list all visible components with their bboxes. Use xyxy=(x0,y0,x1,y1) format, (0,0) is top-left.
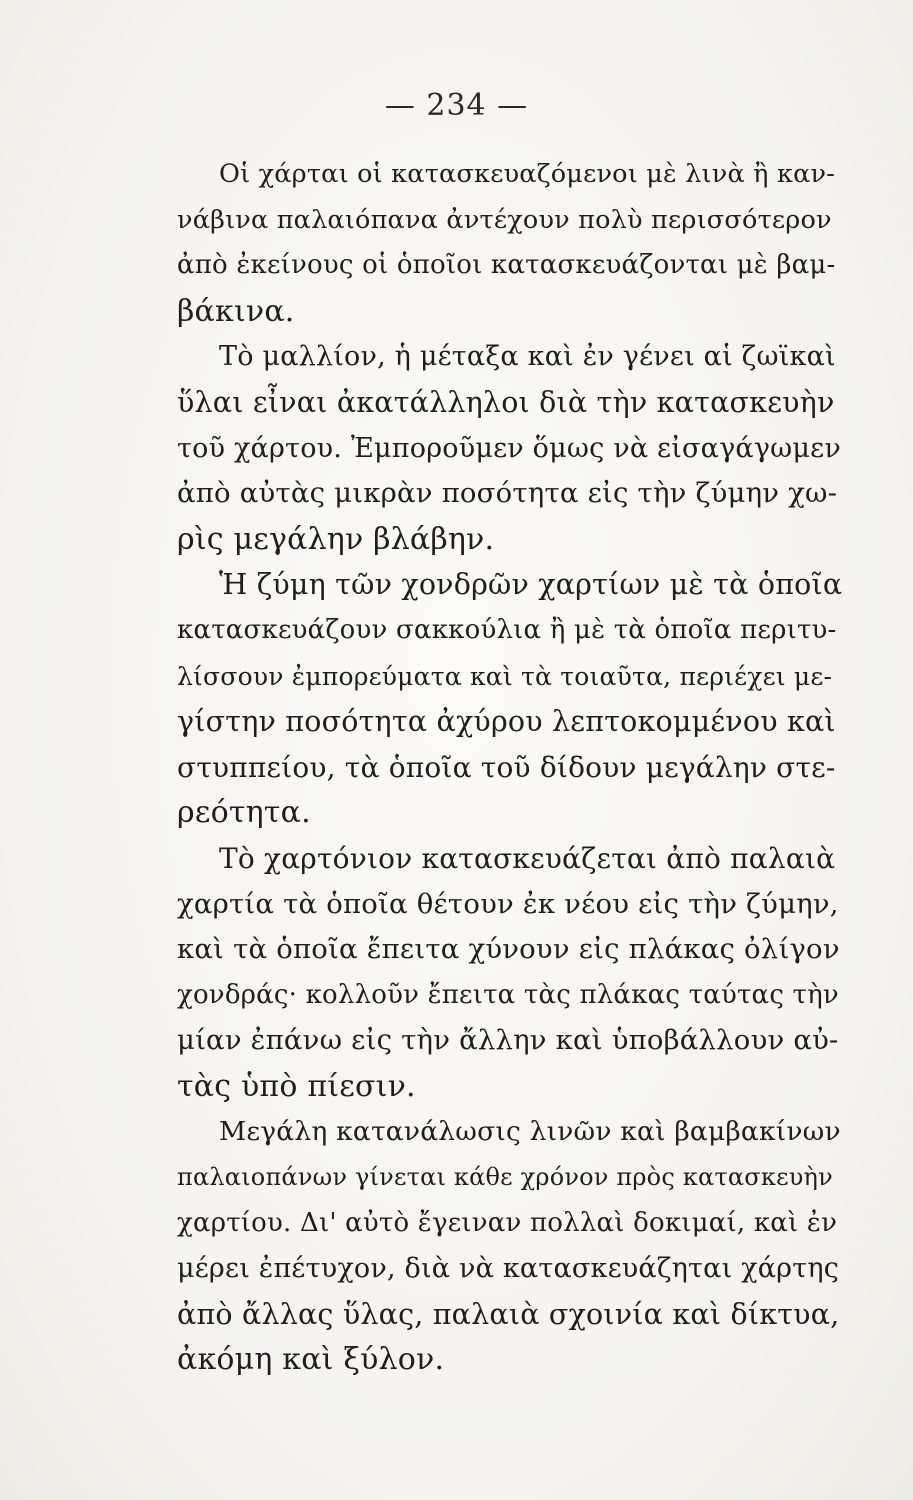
text-line: Οἱ χάρται οἱ κατασκευαζόμενοι μὲ λινὰ ἢ καν- xyxy=(219,159,836,189)
body-text xyxy=(177,152,842,1383)
text-line: μίαν ἐπάνω εἰς τὴν ἄλλην καὶ ὑποβάλλουν αὐ- xyxy=(177,1024,839,1057)
text-line: Τὸ μαλλίον, ἡ μέταξα καὶ ἐν γένει αἱ ζωϊκαὶ xyxy=(219,341,836,373)
text-line: γίστην ποσότητα ἀχύρου λεπτοκομμένου καὶ xyxy=(177,705,836,739)
text-line: χαρτία τὰ ὁποῖα θέτουν ἐκ νέου εἰς τὴν ζύμην, xyxy=(177,887,839,920)
text-line: ρεότητα. xyxy=(177,795,311,831)
text-line: ἀπὸ ἄλλας ὕλας, παλαιὰ σχοινία καὶ δίκτυα, xyxy=(177,1297,840,1331)
text-line: χαρτίου. Δι' αὐτὸ ἔγειναν πολλαὶ δοκιμαί, καὶ ἐν xyxy=(177,1207,838,1238)
text-line: ἀπὸ αὐτὰς μικρὰν ποσότητα εἰς τὴν ζύμην χω- xyxy=(177,477,838,510)
text-line: ὕλαι εἶναι ἀκατάλληλοι διὰ τὴν κατασκευὴν xyxy=(177,385,835,419)
text-line: ἀκόμη καὶ ξύλον. xyxy=(177,1342,445,1378)
text-line: παλαιοπάνων γίνεται κάθε χρόνον πρὸς κατασκευὴν xyxy=(177,1163,833,1192)
text-line: ρὶς μεγάλην βλάβην. xyxy=(177,521,495,557)
text-line: Μεγάλη κατανάλωσις λινῶν καὶ βαμβακίνων xyxy=(219,1116,841,1148)
text-line: βάκινα. xyxy=(177,293,295,329)
text-line: τοῦ χάρτου. Ἐμποροῦμεν ὅμως νὰ εἰσαγάγωμεν xyxy=(177,432,841,464)
text-line: Τὸ χαρτόνιον κατασκευάζεται ἀπὸ παλαιὰ xyxy=(219,841,836,875)
text-line: καὶ τὰ ὁποῖα ἔπειτα χύνουν εἰς πλάκας ὀλίγον xyxy=(177,933,840,966)
text-line: στυππείου, τὰ ὁποῖα τοῦ δίδουν μεγάλην στε- xyxy=(177,750,836,784)
text-line: λίσσουν ἐμπορεύματα καὶ τὰ τοιαῦτα, περιέχει με- xyxy=(177,661,833,691)
text-line: ἀπὸ ἐκείνους οἱ ὁποῖοι κατασκευάζονται μὲ βαμ- xyxy=(177,250,836,281)
text-line: Ἡ ζύμη τῶν χονδρῶν χαρτίων μὲ τὰ ὁποῖα xyxy=(219,568,843,602)
text-line: μέρει ἐπέτυχον, διὰ νὰ κατασκευάζηται χάρτης xyxy=(177,1253,840,1285)
page-number: — 234 — xyxy=(384,88,529,123)
text-line: χονδράς· κολλοῦν ἔπειτα τὰς πλάκας ταύτας τὴν xyxy=(177,979,839,1010)
text-line: κατασκευάζουν σακκούλια ἢ μὲ τὰ ὁποῖα περιτυ- xyxy=(177,614,837,645)
text-line: νάβινα παλαιόπανα ἀντέχουν πολὺ περισσότερον xyxy=(177,204,832,235)
text-line: τὰς ὑπὸ πίεσιν. xyxy=(177,1068,416,1104)
